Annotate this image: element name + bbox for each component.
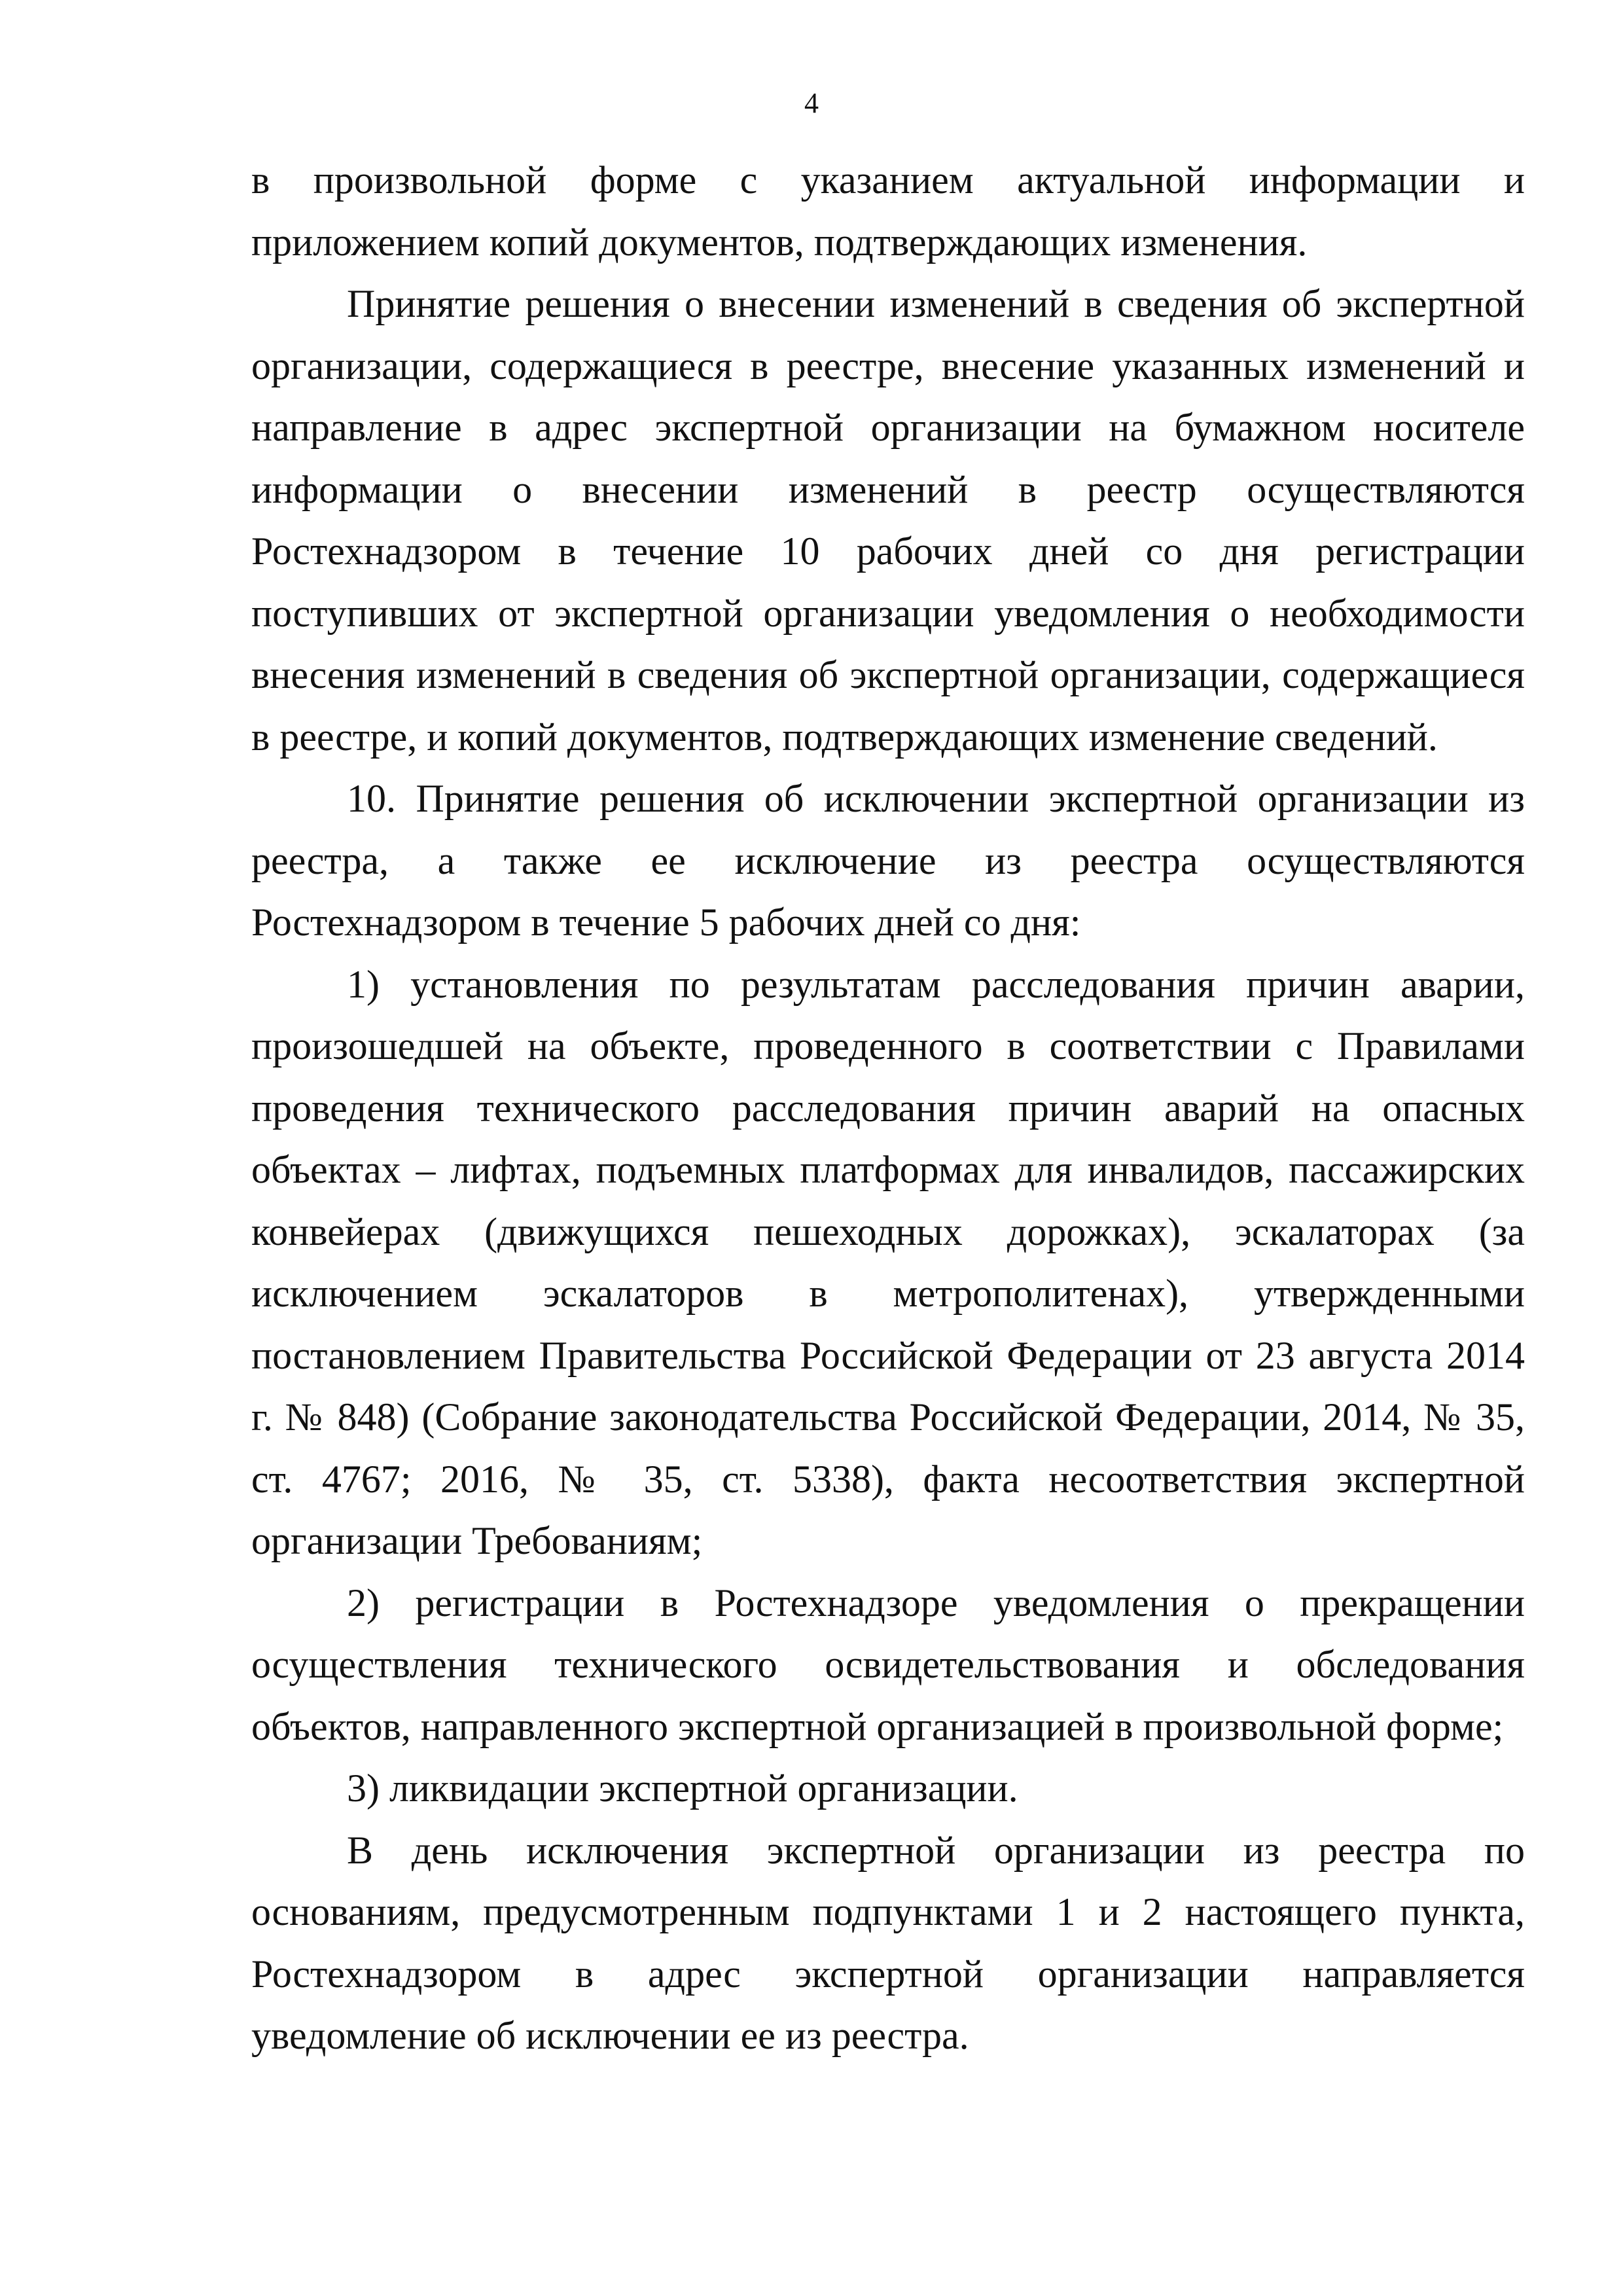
paragraph-subitem-2: 2) регистрации в Ростехнадзоре уведомления о прекращении осуществления технического освидетельствования и обследования объектов, направленного экспертной организацией в произвольной форме;: [251, 1581, 1525, 1748]
paragraph-subitem-1: 1) установления по результатам расследования причин аварии, произошедшей на объекте, проведенного в соответствии с Правилами проведения технического расследования причин аварий на опасных объектах – лифтах, подъемных платформах для инвалидов, пассажирских конвейерах (движущихся пешеходных дорожках), эскалаторах (за исключением эскалаторов в метрополитенах), утвержденными постановлением Правительства Российской Федерации от 23 августа 2014 г. № 848) (Собрание законодательства Российской Федерации, 2014, № 35, ст. 4767; 2016, № 35, ст. 5338), факта несоответствия экспертной организации Требованиям;: [251, 962, 1525, 1562]
paragraph-exclusion-notice: В день исключения экспертной организации из реестра по основаниям, предусмотренным подпунктами 1 и 2 настоящего пункта, Ростехнадзором в адрес экспертной организации направляется уведомление об исключении ее из реестра.: [251, 1828, 1525, 2057]
paragraph-changes-decision: Принятие решения о внесении изменений в сведения об экспертной организации, содержащиеся в реестре, внесение указанных изменений и направление в адрес экспертной организации на бумажном носителе информации о внесении изменений в реестр осуществляются Ростехнадзором в течение 10 рабочих дней со дня регистрации поступивших от экспертной организации уведомления о необходимости внесения изменений в сведения об экспертной организации, содержащиеся в реестре, и копий документов, подтверждающих изменение сведений.: [251, 282, 1525, 759]
document-body: [251, 149, 1525, 2067]
page-number: 4: [804, 87, 819, 119]
paragraph-subitem-3: 3) ликвидации экспертной организации.: [347, 1767, 1018, 1810]
paragraph-continuation: в произвольной форме с указанием актуальной информации и приложением копий документов, подтверждающих изменения.: [251, 158, 1525, 264]
paragraph-item-10: 10. Принятие решения об исключении экспертной организации из реестра, а также ее исключение из реестра осуществляются Ростехнадзором в течение 5 рабочих дней со дня:: [251, 777, 1525, 944]
